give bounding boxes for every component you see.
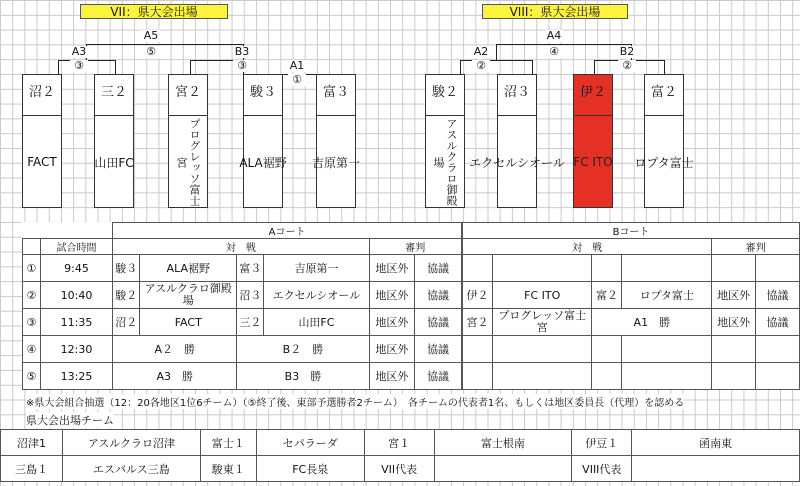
winner-slot: B２ 勝 [237, 336, 369, 363]
table-row [1, 456, 800, 482]
team-name: 富士根南 [434, 430, 572, 456]
team-code: 沼２ [113, 309, 140, 336]
team-box [239, 74, 287, 208]
team-name: エクセルシオール [264, 282, 369, 309]
team-name [632, 456, 800, 482]
referee: 地区外 [369, 336, 415, 363]
table-row [23, 309, 462, 336]
team-name: ALA裾野 [140, 255, 237, 282]
team-name: アスルクラロ御殿場 [140, 282, 237, 309]
draw-note: ※県大会組合抽選（12：20各地区1位6チーム）（⑤終了後、東部予選勝者2チーム） 各チームの代表者1名、もしくは地区委員長（代理）を認める [26, 394, 684, 409]
bracket-line [664, 60, 665, 74]
team-code: 駿３ [113, 255, 140, 282]
team-name: FC ITO [574, 115, 612, 208]
table-row [23, 282, 462, 309]
label-b2-num: ② [618, 60, 636, 72]
team-name: ALA裾野 [244, 115, 282, 208]
participants-title: 県大会出場チーム [26, 414, 114, 427]
referee: 地区外 [369, 309, 415, 336]
referee: 地区外 [369, 282, 415, 309]
bracket-line [532, 60, 533, 74]
team-name: エスパルス三島 [62, 456, 200, 482]
match-no: ② [23, 282, 41, 309]
team-name: プログレッソ富士宮 [492, 309, 592, 336]
winner-slot: B3 勝 [237, 363, 369, 390]
table-row [463, 255, 800, 282]
referee-note: 協議 [415, 363, 462, 390]
team-name: FC ITO [492, 282, 592, 309]
bracket-line [496, 44, 497, 60]
label-a4-num: ④ [545, 46, 563, 58]
team-box [425, 74, 465, 208]
referee: 地区外 [369, 255, 415, 282]
team-code: 三２ [100, 85, 127, 100]
bracket-line [496, 44, 631, 45]
time-header: 試合時間 [40, 239, 112, 255]
bracket-line [594, 60, 595, 74]
label-b2: B2 [619, 45, 635, 58]
team-name: FC長泉 [256, 456, 364, 482]
table-row [463, 309, 800, 336]
team-code: 伊２ [579, 85, 606, 100]
team-code: 富３ [322, 85, 349, 100]
match-time: 12:30 [40, 336, 112, 363]
court-b-label: Bコート [463, 223, 800, 239]
label-a2-num: ② [472, 60, 490, 72]
team-box [312, 74, 361, 208]
ref-header: 審判 [712, 239, 800, 255]
schedule-a [22, 222, 462, 390]
region-code: 富士１ [200, 430, 256, 456]
label-a3-num: ③ [70, 60, 88, 72]
match-time: 11:35 [40, 309, 112, 336]
label-a4: A4 [546, 29, 562, 42]
region-code: 伊豆１ [572, 430, 632, 456]
referee-note: 協議 [415, 336, 462, 363]
team-name: FACT [140, 309, 237, 336]
team-code: 沼２ [28, 85, 55, 100]
bracket-line [190, 60, 191, 74]
bracket-line [115, 60, 116, 74]
team-box [22, 74, 62, 208]
participants-table [0, 429, 800, 482]
team-code: 伊２ [463, 282, 493, 309]
team-code: 駿２ [431, 85, 458, 100]
team-name: プログレッソ富士宮 [169, 115, 207, 208]
winner-slot: A3 勝 [113, 363, 237, 390]
team-name: ロプタ富士 [645, 115, 683, 208]
match-time: 10:40 [40, 282, 112, 309]
label-a5-num: ⑤ [142, 46, 160, 58]
team-code: 三２ [237, 309, 264, 336]
label-a3: A3 [71, 45, 87, 58]
referee-note: 協議 [415, 255, 462, 282]
team-code: 宮２ [174, 85, 201, 100]
bracket-line [460, 60, 461, 74]
referee: 地区外 [712, 282, 756, 309]
match-no: ⑤ [23, 363, 41, 390]
label-a5: A5 [143, 29, 159, 42]
referee: 地区外 [369, 363, 415, 390]
match-time: 13:25 [40, 363, 112, 390]
region-code: VIII代表 [572, 456, 632, 482]
team-code: 駿２ [113, 282, 140, 309]
region-code: 沼津1 [1, 430, 63, 456]
team-box [94, 74, 134, 208]
label-b3-num: ③ [233, 60, 251, 72]
label-a2: A2 [473, 45, 489, 58]
team-code: 沼３ [503, 85, 530, 100]
referee-note: 協議 [756, 309, 800, 336]
team-name [434, 456, 572, 482]
label-a1-num: ① [288, 74, 306, 86]
table-row [23, 336, 462, 363]
team-name: エクセルシオール [498, 115, 536, 208]
team-name: 吉原第一 [317, 115, 355, 208]
match-no: ① [23, 255, 41, 282]
referee: 地区外 [712, 309, 756, 336]
team-name: 山田FC [95, 115, 133, 208]
team-code: 富３ [237, 255, 264, 282]
team-box [469, 74, 565, 208]
table-row [463, 282, 800, 309]
match-no: ④ [23, 336, 41, 363]
table-row [1, 430, 800, 456]
header-viii: VIII：県大会出場 [482, 4, 628, 19]
team-name: 函南東 [632, 430, 800, 456]
team-code: 宮２ [463, 309, 493, 336]
winner-slot: A1 勝 [592, 309, 712, 336]
team-name: FACT [23, 115, 61, 208]
court-a-label: Aコート [113, 223, 462, 239]
table-row [463, 336, 800, 363]
region-code: 三島１ [1, 456, 63, 482]
referee-note: 協議 [415, 282, 462, 309]
team-name: アスルクラロ御殿場 [426, 115, 464, 208]
team-code: 富２ [592, 282, 622, 309]
team-name: ロプタ富士 [622, 282, 712, 309]
team-name: 山田FC [264, 309, 369, 336]
team-code: 沼３ [237, 282, 264, 309]
label-b3: B3 [234, 45, 250, 58]
schedule-b [462, 222, 800, 390]
label-a1: A1 [289, 59, 305, 72]
ref-header: 審判 [369, 239, 461, 255]
winner-slot: A２ 勝 [113, 336, 237, 363]
team-name: セパラーダ [256, 430, 364, 456]
match-no: ③ [23, 309, 41, 336]
region-code: 宮１ [364, 430, 434, 456]
table-row [23, 363, 462, 390]
match-time: 9:45 [40, 255, 112, 282]
region-code: 駿東１ [200, 456, 256, 482]
team-code: 駿３ [249, 85, 276, 100]
team-box [634, 74, 694, 208]
match-header: 対 戦 [463, 239, 712, 255]
team-box [168, 74, 208, 208]
bracket-line [86, 44, 243, 45]
team-name: 吉原第一 [264, 255, 369, 282]
match-header: 対 戦 [113, 239, 369, 255]
header-vii: VII：県大会出場 [80, 4, 228, 19]
team-name: アスルクラロ沼津 [62, 430, 200, 456]
bracket-line [58, 60, 59, 74]
referee-note: 協議 [415, 309, 462, 336]
table-row [23, 255, 462, 282]
bracket-line [460, 60, 533, 61]
table-row [463, 363, 800, 390]
region-code: VII代表 [364, 456, 434, 482]
team-box-highlighted [573, 74, 613, 208]
team-code: 富２ [650, 85, 677, 100]
referee-note: 協議 [756, 282, 800, 309]
